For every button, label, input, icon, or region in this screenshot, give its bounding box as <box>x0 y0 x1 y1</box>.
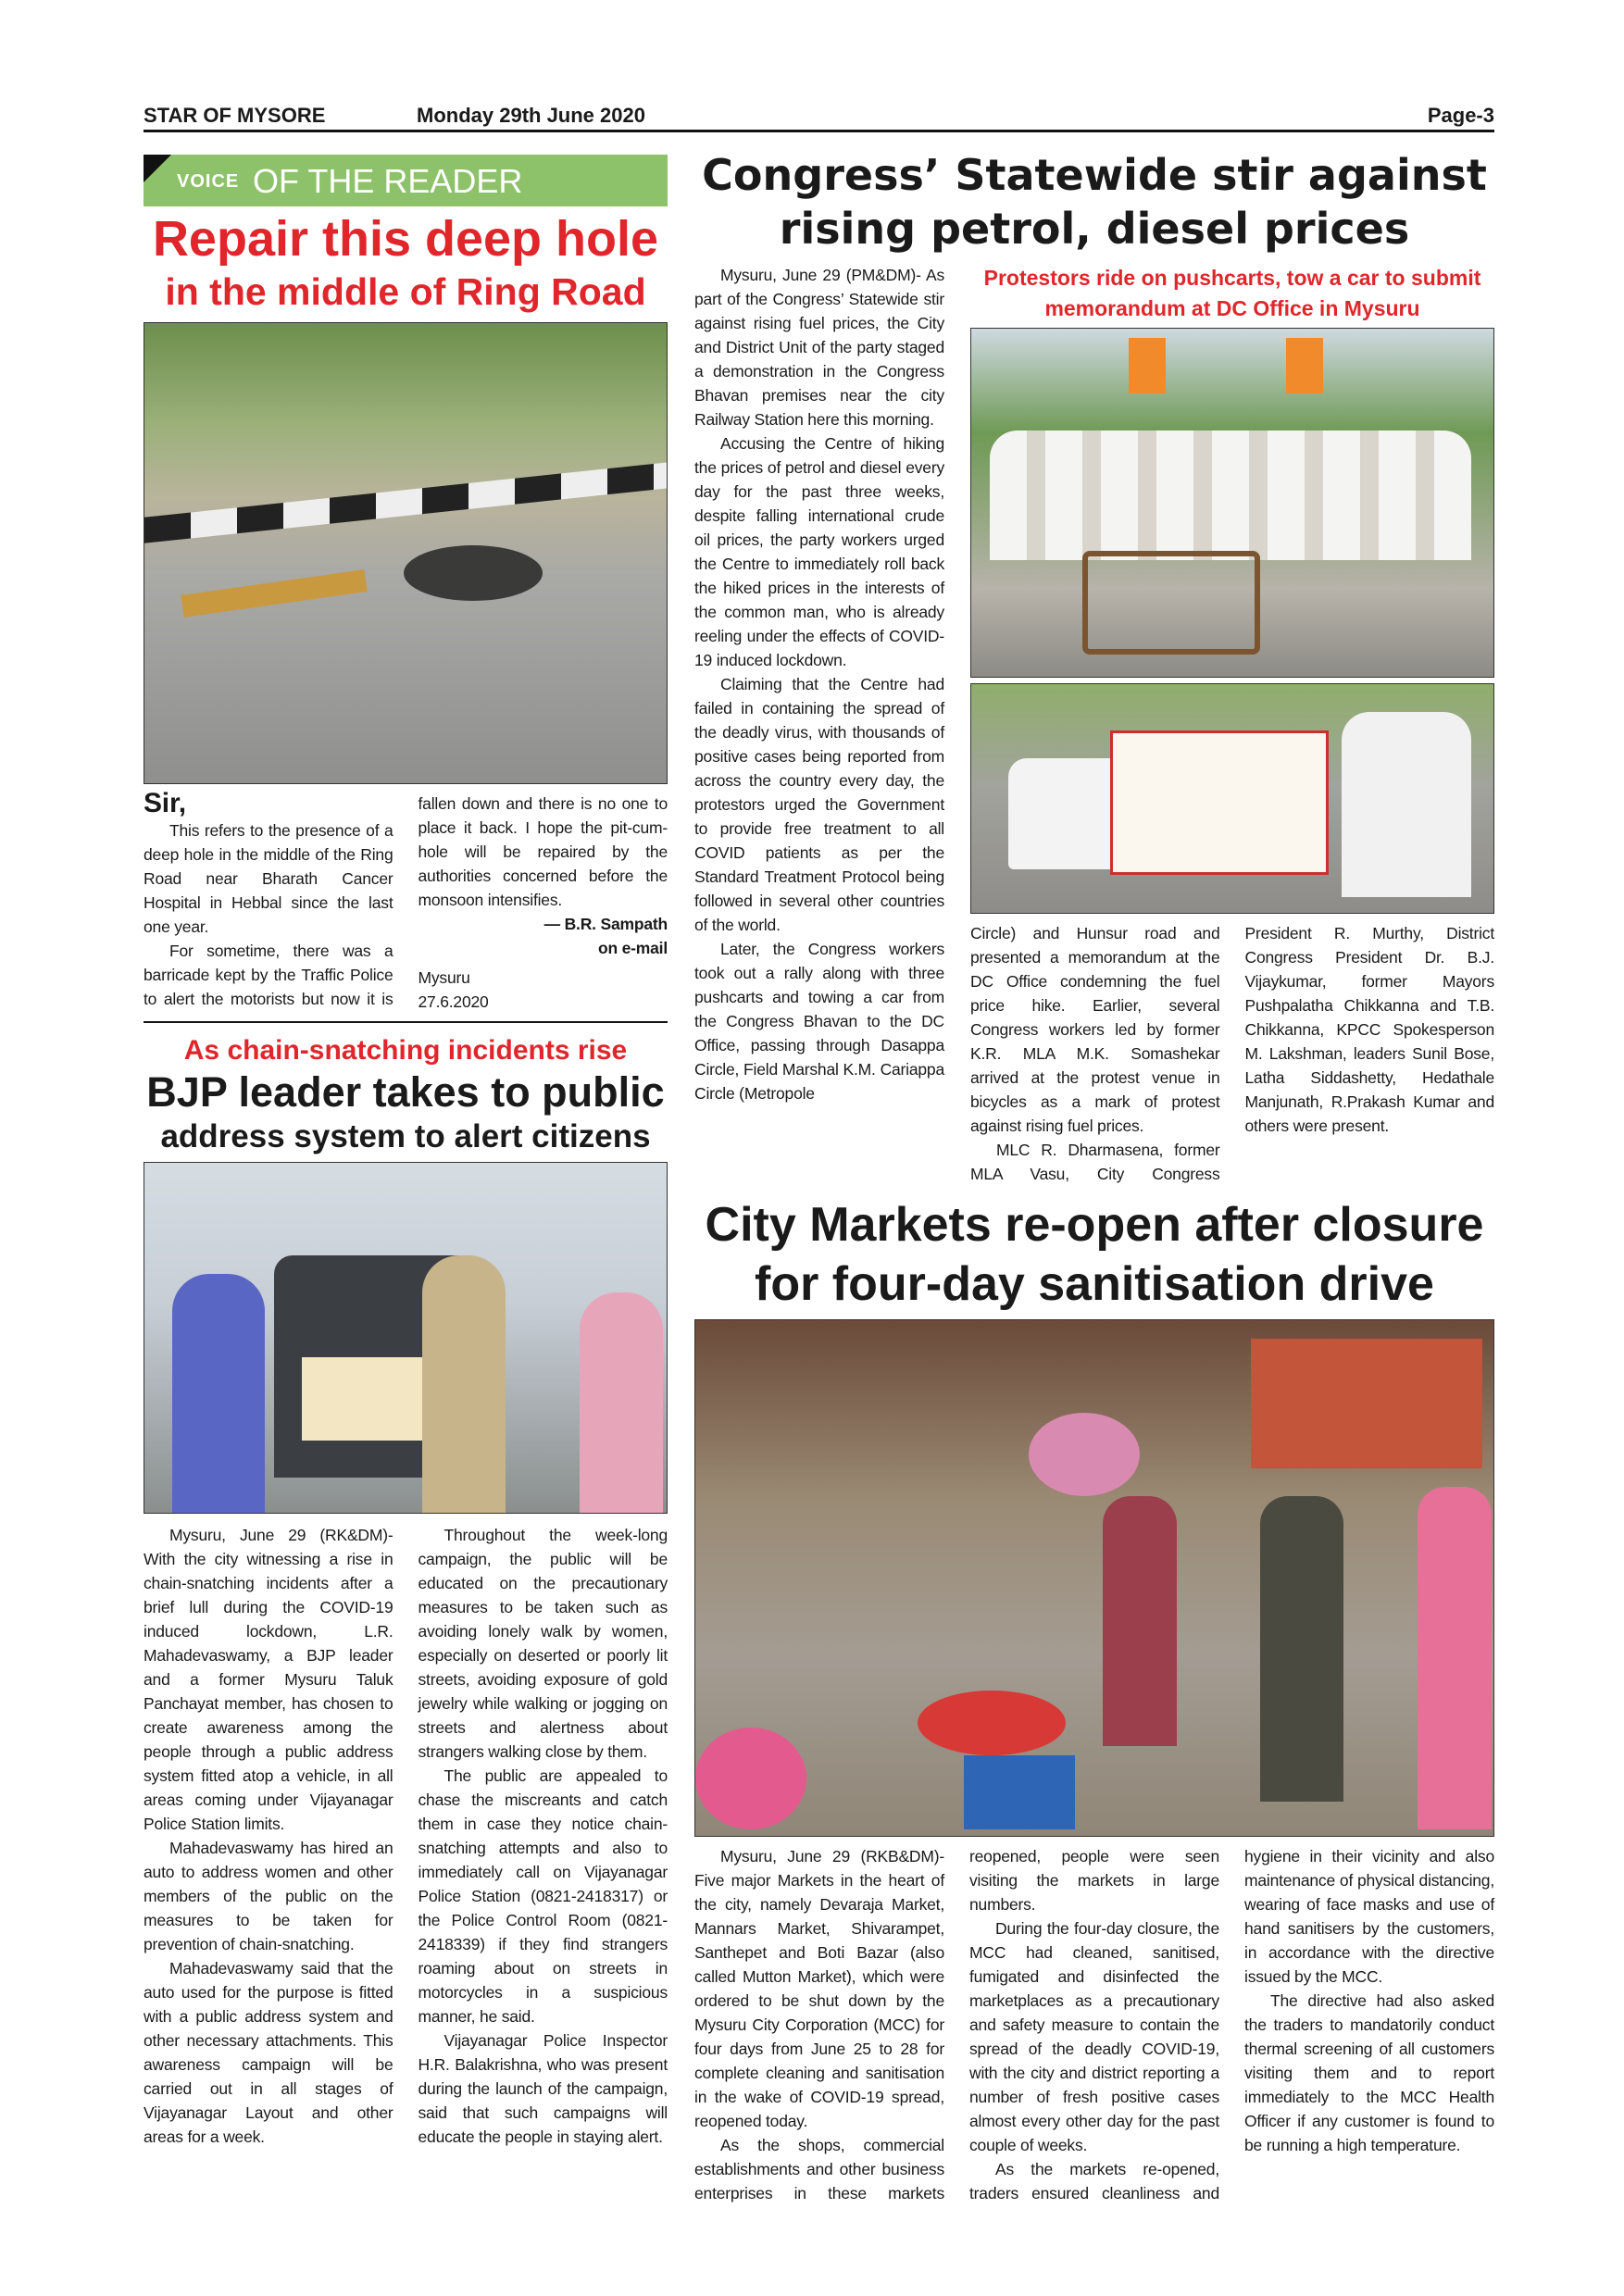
letter-paragraph: For sometime, there was a barricade kept by the Traffic Police to alert the motorists but now it is fallen down and there is no one to place it back. I hope the pit-cum-hole will be repaired by the authorities concerned before the monsoon intensifies. <box>144 794 668 1008</box>
flower-basket <box>918 1691 1066 1755</box>
issue-date: Monday 29th June 2020 <box>417 104 645 127</box>
letter-date: 27.6.2020 <box>418 992 489 1011</box>
congress-paragraph: MLC R. Dharmasena, former MLA Vasu, City Congress President R. Murthy, District Congress President Dr. B.J. Vijaykumar, former Mayors Pushpalatha Chikkanna and T.B. Chikkanna, KPCC Spokesperson M. Lakshman, leaders Sunil Bose, Latha Siddashetty, Hedathale Manjunath, R.Prakash Kumar and others were present. <box>970 924 1494 1183</box>
header-rule <box>144 130 1494 132</box>
paper-name: STAR OF MYSORE <box>144 104 326 127</box>
markets-body <box>694 1844 1494 2205</box>
bjp-headline: BJP leader takes to public <box>146 1068 665 1116</box>
page-number: Page-3 <box>1427 104 1494 127</box>
letter-salutation: Sir, <box>144 788 186 818</box>
markets-paragraph: Mysuru, June 29 (RKB&DM)- Five major Markets in the heart of the city, namely Devaraja Market, Mannars Market, Shivarampet, Santhepet and Boti Bazar (also called Mutton Market), which were ordered to be shut down by the Mysuru City Corporation (MCC) for four days from June 25 to 28 for complete cleaning and sanitisation in the wake of COVID-19 spread, reopened today. <box>694 1847 944 2130</box>
letter-paragraph: This refers to the presence of a deep hole in the middle of the Ring Road near Bharath Cancer Hospital in Hebbal since the last one year. <box>144 821 394 936</box>
letter-via: on e-mail <box>597 939 668 957</box>
congress-story <box>694 263 1494 1186</box>
congress-paragraph: Claiming that the Centre had failed in containing the spread of the deadly virus, with thousands of positive cases being reported from across the country every day, the protestors urged the Government to provide free treatment to all COVID patients as per the Standard Treatment Protocol being followed in several other countries of the world. <box>694 675 944 934</box>
flower-sack <box>964 1755 1075 1829</box>
barricade <box>181 569 367 618</box>
pushcart-protest-photo <box>970 328 1494 678</box>
markets-paragraph: As the shops, commercial establishments and other business enterprises in these markets reopened, people were seen visiting the markets in large numbers. <box>694 1847 1219 2202</box>
section-divider <box>144 1021 668 1023</box>
protestors <box>1342 712 1471 897</box>
letter-headline: Repair this deep hole <box>152 211 659 267</box>
letter-place: Mysuru <box>418 968 470 987</box>
bjp-paragraph: Mahadevaswamy said that the auto used for the purpose is fitted with a public address system and other necessary attachments. This awareness campaign will be carried out in all stages of Vijayanagar Layout and other areas for a week. <box>144 1959 394 2146</box>
banner-large: OF THE READER <box>253 162 523 200</box>
bjp-paragraph: Vijayanagar Police Inspector H.R. Balakrishna, who was present during the launch of the campaign, said that such campaigns will educate the people in staying alert. <box>418 2031 668 2146</box>
banner-corner-mark <box>144 155 171 182</box>
police-officer <box>422 1255 506 1514</box>
person-blue-shirt <box>172 1274 265 1514</box>
bjp-paragraph: Mahadevaswamy has hired an auto to address women and other members of the public on the measures to be taken for prevention of chain-snatching. <box>144 1839 394 1953</box>
letter-signature: — B.R. Sampath <box>543 915 668 933</box>
road-divider <box>144 462 668 543</box>
markets-paragraph: The directive had also asked the traders to mandatorily conduct thermal screening of all customers visiting them and to report immediately to the MCC Health Officer if any customer is found to be running a high temperature. <box>1244 1991 1494 2154</box>
market-photo <box>694 1319 1494 1837</box>
flag <box>1286 338 1323 393</box>
congress-subhead: Protestors ride on pushcarts, tow a car to submit memorandum at DC Office in Mysuru <box>983 266 1481 320</box>
voice-banner <box>144 155 668 206</box>
flower-basket <box>695 1728 806 1829</box>
shop-front <box>1251 1339 1482 1468</box>
markets-paragraph: As the markets re-opened, traders ensured cleanliness and hygiene in their vicinity and also maintenance of physical distancing, wearing of face masks and use of hand sanitisers by the customers, in accordance with the directive issued by the MCC. <box>969 1847 1494 2202</box>
bjp-paragraph: Throughout the week-long campaign, the public will be educated on the precautionary measures to be taken such as avoiding lonely walk by women, especially on deserted or poorly lit streets, avoiding exposure of gold jewelry while walking or jogging on streets and alertness about strangers walking close by them. <box>418 1526 668 1761</box>
protestors <box>990 430 1471 560</box>
congress-headline-2: rising petrol, diesel prices <box>779 204 1410 254</box>
shopper <box>1418 1487 1492 1829</box>
markets-paragraph: During the four-day closure, the MCC had cleaned, sanitised, fumigated and disinfected the marketplaces as a precautionary and safety measure to contain the spread of the deadly COVID-19, with the city and district reporting a number of fresh positive cases almost every other day for the past couple of weeks. <box>969 1919 1219 2154</box>
protest-banner <box>1110 730 1329 875</box>
letter-body <box>144 788 668 1014</box>
congress-right-block <box>970 263 1494 1186</box>
congress-headline-1: Congress’ Statewide stir against <box>702 150 1487 200</box>
bjp-kicker: As chain-snatching incidents rise <box>183 1035 628 1066</box>
bjp-paragraph: Mysuru, June 29 (RK&DM)- With the city witnessing a rise in chain-snatching incidents after a brief lull during the COVID-19 induced lockdown, L.R. Mahadevaswamy, a BJP leader and a former Mysuru Taluk Panchayat member, has chosen to create awareness among the people through a public address system fitted atop a vehicle, in all areas coming under Vijayanagar Police Station limits. <box>144 1526 394 1833</box>
congress-body-cont <box>970 921 1494 1186</box>
congress-body-col1 <box>694 263 944 1105</box>
bjp-photo <box>144 1162 668 1514</box>
pothole-photo <box>144 322 668 784</box>
shopper <box>1260 1496 1343 1802</box>
markets-headline-2: for four-day sanitisation drive <box>755 1257 1434 1311</box>
banner-small: VOICE <box>177 171 240 192</box>
shopper <box>1103 1496 1177 1746</box>
letter-subhead: in the middle of Ring Road <box>165 270 646 313</box>
bjp-body <box>144 1523 668 2149</box>
congress-paragraph: Later, the Congress workers took out a rally along with three pushcarts and towing a car from the Congress Bhavan to the DC Office, passing through Dasappa Circle, Field Marshal K.M. Cariappa Circle (Metropole <box>694 940 944 1103</box>
towed-car-photo <box>970 683 1494 914</box>
right-column <box>694 148 1494 2205</box>
bjp-subhead: address system to alert citizens <box>160 1118 651 1154</box>
bjp-paragraph: The public are appealed to chase the miscreants and catch them in case they notice chain-snatching attempts and also to immediately call on Vijayanagar Police Station (0821-2418317) or the Police Control Room (0821-2418339) if they find strangers roaming about on streets in motorcycles in a suspicious manner, he said. <box>418 1766 668 2026</box>
congress-paragraph: Mysuru, June 29 (PM&DM)- As part of the Congress’ Statewide stir against rising fuel prices, the City and District Unit of the party staged a demonstration in the Congress Bhavan premises near the city Railway Station here this morning. <box>694 266 944 429</box>
pushcart <box>1082 551 1260 655</box>
left-column <box>144 209 668 2149</box>
markets-headline-1: City Markets re-open after closure <box>705 1198 1484 1252</box>
pothole <box>404 545 543 601</box>
congress-paragraph: Circle) and Hunsur road and presented a memorandum at the DC Office condemning the fuel price hike. Earlier, several Congress workers led by former K.R. MLA M.K. Somashekar arrived at the protest venue in bicycles as a mark of protest against rising fuel prices. <box>970 924 1220 1135</box>
person-pink-shirt <box>580 1292 663 1514</box>
congress-paragraph: Accusing the Centre of hiking the prices of petrol and diesel every day for the past three weeks, despite falling international crude oil prices, the party workers urged the Centre to immediately roll back the hiked prices in the interests of the common man, who is already reeling under the effects of COVID-19 induced lockdown. <box>694 434 944 669</box>
flag <box>1129 338 1166 393</box>
flower-heap <box>1029 1413 1140 1496</box>
